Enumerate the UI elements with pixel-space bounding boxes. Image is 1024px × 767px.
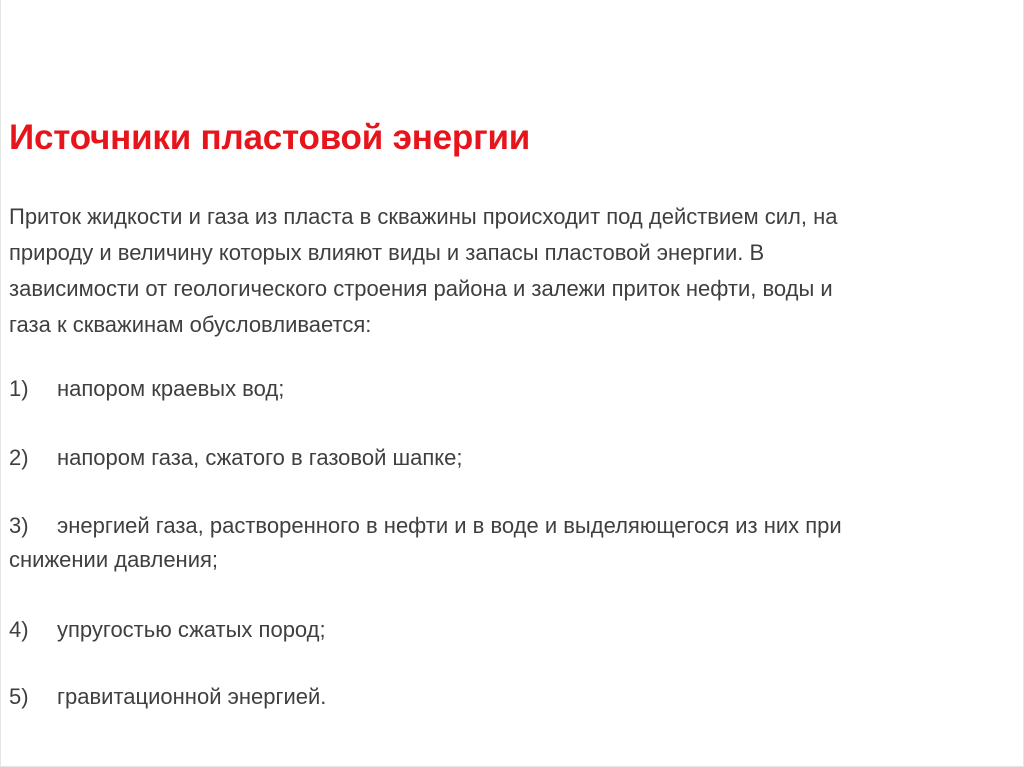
- list-item-text: упругостью сжатых пород;: [57, 617, 326, 642]
- list-item-text: напором краевых вод;: [57, 376, 285, 401]
- list-item-number: 3): [9, 513, 29, 538]
- list-item: [9, 680, 1009, 714]
- list-item: [9, 613, 1009, 647]
- intro-paragraph: [9, 199, 1009, 343]
- slide-title: Источники пластовой энергии: [9, 118, 531, 157]
- list-item: [9, 372, 1009, 406]
- list-item-number: 2): [9, 445, 29, 470]
- list-item-number: 1): [9, 376, 29, 401]
- intro-line: природу и величину которых влияют виды и запасы пластовой энергии. В: [9, 240, 765, 265]
- list-item: [9, 509, 1009, 577]
- intro-line: зависимости от геологического строения района и залежи приток нефти, воды и: [9, 276, 833, 301]
- list-item-number: 5): [9, 684, 29, 709]
- list-item: [9, 441, 1009, 475]
- intro-line: газа к скважинам обусловливается:: [9, 312, 372, 337]
- list-item-text: энергией газа, растворенного в нефти и в воде и выделяющегося из них при: [57, 513, 842, 538]
- intro-line: Приток жидкости и газа из пласта в скважины происходит под действием сил, на: [9, 204, 838, 229]
- list-item-text: гравитационной энергией.: [57, 684, 327, 709]
- list-item-number: 4): [9, 617, 29, 642]
- list-item-continuation: снижении давления;: [9, 547, 219, 572]
- list-item-text: напором газа, сжатого в газовой шапке;: [57, 445, 463, 470]
